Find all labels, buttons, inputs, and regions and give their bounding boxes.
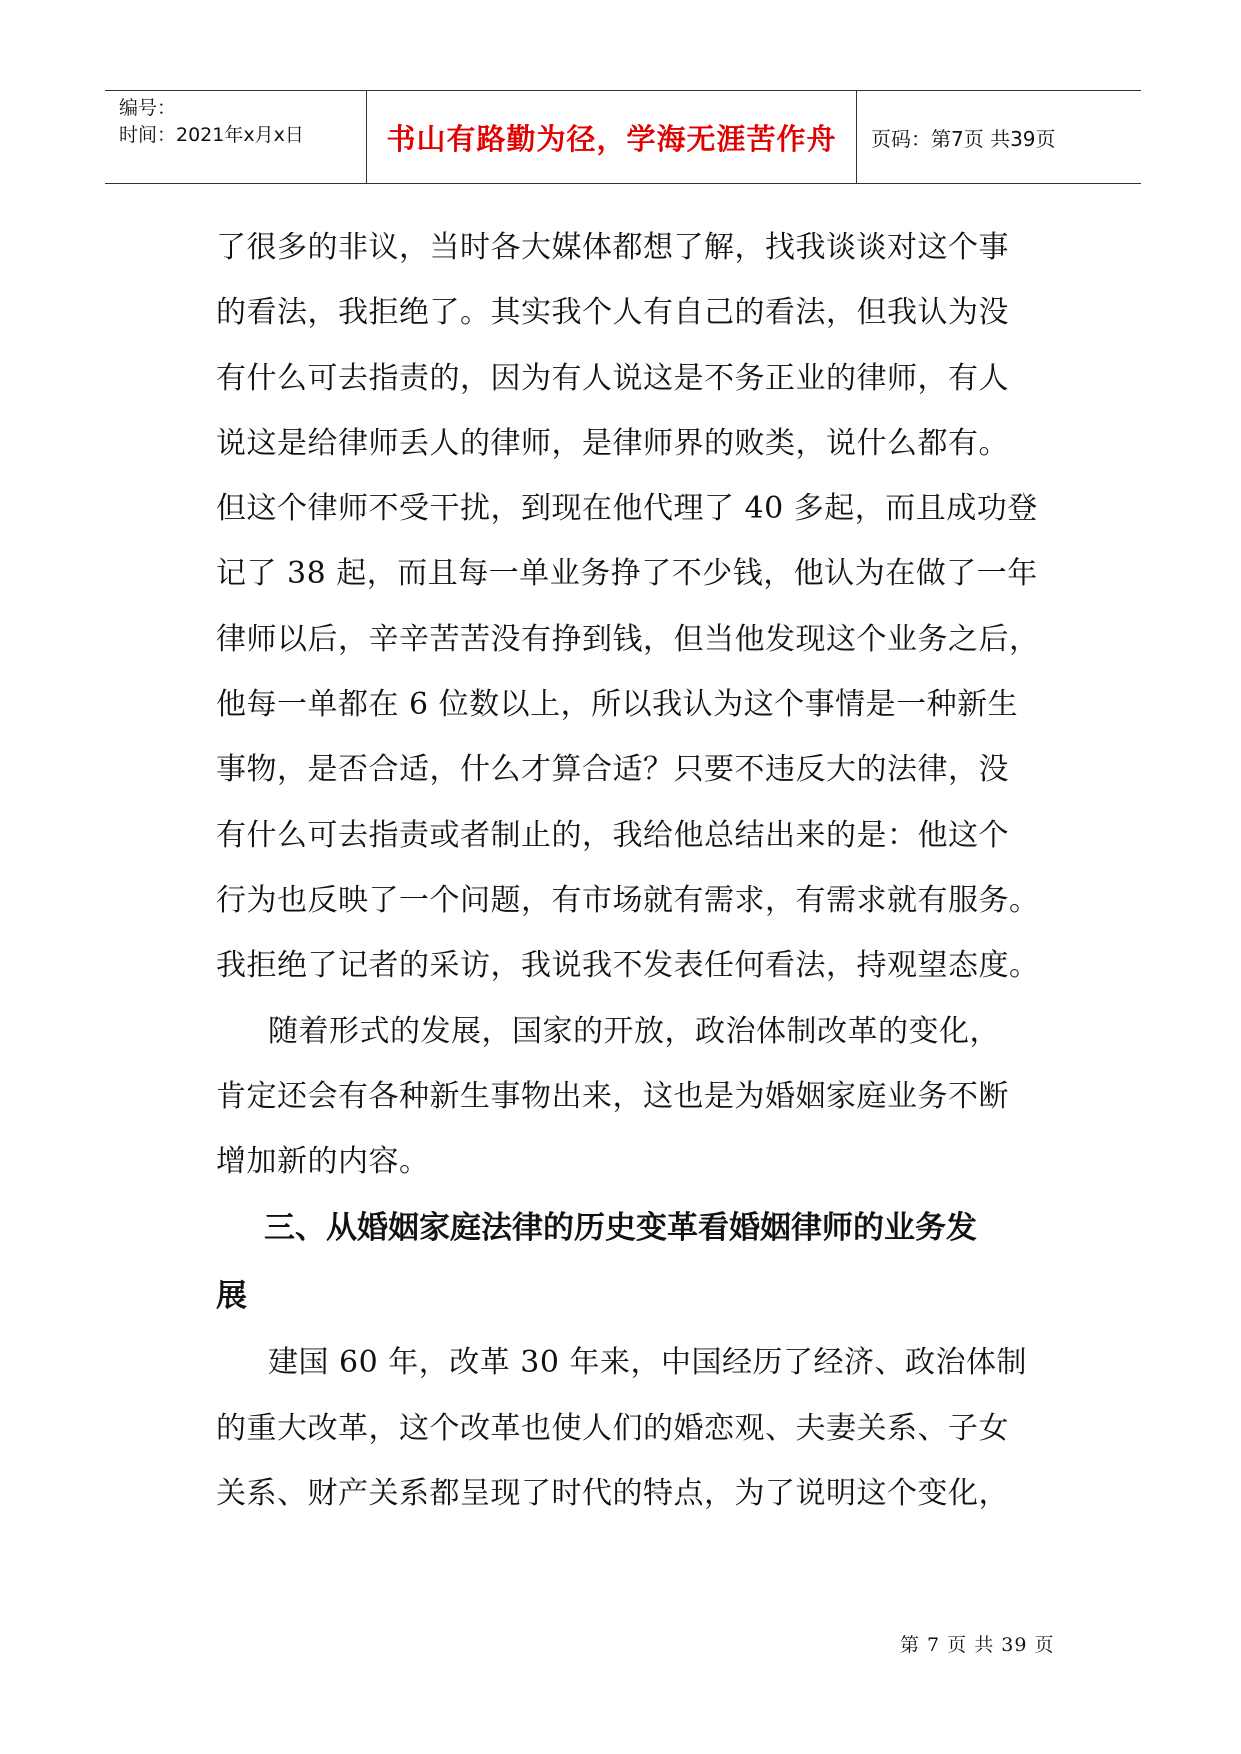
text-line: 说这是给律师丢人的律师，是律师界的败类，说什么都有。 — [216, 425, 1009, 461]
text-line: 随着形式的发展，国家的开放，政治体制改革的变化， — [268, 1013, 1000, 1049]
text-line: 的重大改革，这个改革也使人们的婚恋观、夫妻关系、子女 — [216, 1410, 1009, 1446]
text-line: 行为也反映了一个问题，有市场就有需求，有需求就有服务。 — [216, 882, 1040, 918]
section-heading-cont: 展 — [216, 1278, 247, 1315]
text-line: 了很多的非议，当时各大媒体都想了解，找我谈谈对这个事 — [216, 230, 1009, 265]
text-line: 肯定还会有各种新生事物出来，这也是为婚姻家庭业务不断 — [216, 1078, 1009, 1114]
text-line: 他每一单都在 6 位数以上，所以我认为这个事情是一种新生 — [216, 687, 1019, 723]
text-line: 我拒绝了记者的采访，我说我不发表任何看法，持观望态度。 — [216, 948, 1040, 984]
page-footer: 第 7 页 共 39 页 — [900, 1634, 1055, 1656]
text-line: 建国 60 年，改革 30 年来，中国经历了经济、政治体制 — [268, 1345, 1027, 1381]
text-line: 的看法，我拒绝了。其实我个人有自己的看法，但我认为没 — [216, 295, 1009, 331]
header-meta — [105, 91, 367, 183]
document-body — [216, 215, 1066, 1526]
text-line: 关系、财产关系都呈现了时代的特点，为了说明这个变化， — [216, 1476, 1009, 1512]
header-page-label: 页码：第7页 共39页 — [871, 126, 1056, 151]
text-line: 律师以后，辛辛苦苦没有挣到钱，但当他发现这个业务之后， — [216, 621, 1040, 657]
document-number-label: 编号： — [119, 97, 177, 119]
document-time-label: 时间：2021年x月x日 — [119, 124, 304, 146]
header-motto: 书山有路勤为径，学海无涯苦作舟 — [367, 91, 857, 183]
text-line: 增加新的内容。 — [216, 1144, 430, 1180]
text-line: 有什么可去指责的，因为有人说这是不务正业的律师，有人 — [216, 360, 1009, 396]
section-heading: 三、从婚姻家庭法律的历史变革看婚姻律师的业务发 — [264, 1210, 977, 1247]
text-line: 有什么可去指责或者制止的，我给他总结出来的是：他这个 — [216, 817, 1009, 853]
text-line: 但这个律师不受干扰，到现在他代理了 40 多起，而且成功登 — [216, 491, 1038, 527]
text-line: 事物，是否合适，什么才算合适？只要不违反大的法律，没 — [216, 752, 1009, 788]
page-header — [105, 90, 1141, 184]
text-line: 记了 38 起，而且每一单业务挣了不少钱，他认为在做了一年 — [216, 556, 1038, 592]
